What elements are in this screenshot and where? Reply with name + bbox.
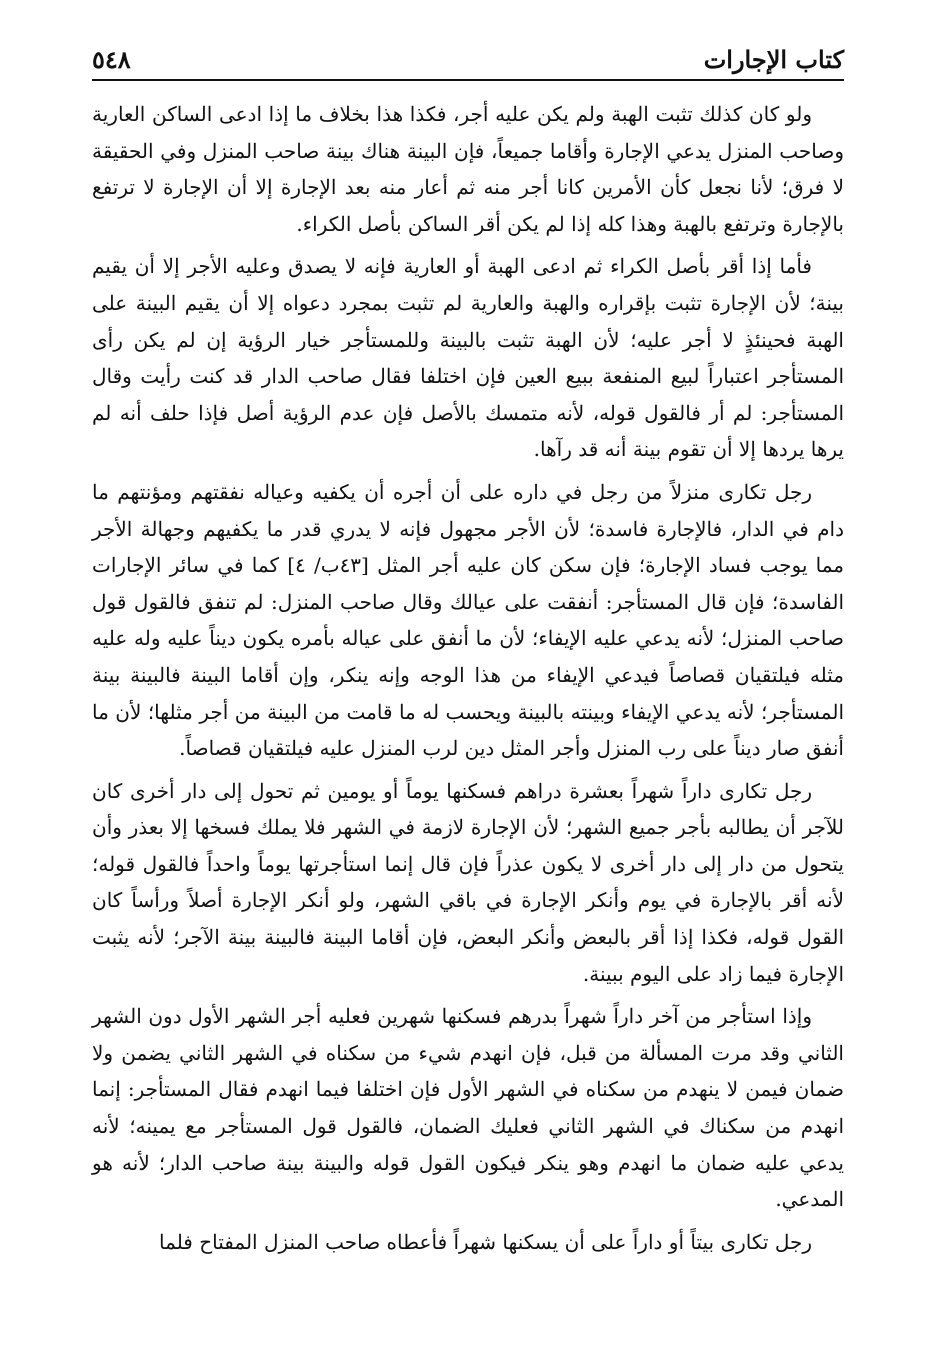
paragraph: رجل تكارى منزلاً من رجل في داره على أن أجره أن يكفيه وعياله نفقتهم ومؤنتهم ما دام في الدار، فالإجارة فاسدة؛ لأن الأجر مجهول فإنه لا يدري قدر ما يكفيهم وجهالة الأجر مما يوجب فساد الإجارة؛ فإن سكن كان عليه أجر المثل [٤٣ب/ ٤] كما في سائر الإجارات الفاسدة؛ فإن قال المستأجر: أنفقت على عيالك وقال صاحب المنزل: لم تنفق فالقول قول صاحب المنزل؛ لأنه يدعي عليه الإيفاء؛ لأن ما أنفق على عياله بأمره يكون ديناً عليه وله عليه مثله فيلتقيان قصاصاً فيدعي الإيفاء من هذا الوجه وإنه ينكر، وإن أقاما البينة فالبينة بينة المستأجر؛ لأنه يدعي الإيفاء وبينته بالبينة ويحسب له ما قامت من البينة من أجر مثلها؛ لأن ما أنفق صار ديناً على رب المنزل وأجر المثل دين لرب المنزل عليه فيلتقيان قصاصاً.: [92, 479, 845, 761]
book-title: كتاب الإجارات: [703, 45, 844, 74]
paragraph: رجل تكارى بيتاً أو داراً على أن يسكنها شهراً فأعطاه صاحب المنزل المفتاح فلما: [159, 1229, 812, 1254]
header-divider: [92, 79, 844, 81]
body-text: [92, 96, 844, 1266]
page-number: ٥٤٨: [92, 45, 131, 74]
paragraph: ولو كان كذلك تثبت الهبة ولم يكن عليه أجر، فكذا هذا بخلاف ما إذا ادعى الساكن العارية وصاحب المنزل يدعي الإجارة وأقاما جميعاً، فإن البينة هناك بينة صاحب المنزل وفي الحقيقة لا فرق؛ لأنا نجعل كأن الأمرين كانا أجر منه ثم أعار منه بعد الإجارة إلا أن الإجارة لا ترتفع بالإجارة وترتفع بالهبة وهذا كله إذا لم يكن أقر الساكن بأصل الكراء.: [92, 102, 844, 236]
running-header: [92, 30, 844, 74]
paragraph: رجل تكارى داراً شهراً بعشرة دراهم فسكنها يوماً أو يومين ثم تحول إلى دار أخرى كان للآجر أن يطالبه بأجر جميع الشهر؛ لأن الإجارة لازمة في الشهر فلا يملك فسخها إلا بعذر وأن يتحول من دار إلى دار أخرى لا يكون عذراً فإن قال إنما استأجرتها يوماً واحداً فالقول قوله؛ لأنه أقر بالإجارة في يوم وأنكر الإجارة في باقي الشهر، ولو أنكر الإجارة أصلاً ورأساً كان القول قوله، فكذا إذا أقر بالبعض وأنكر البعض، فإن أقاما البينة فالبينة بينة الآجر؛ لأنه يثبت الإجارة فيما زاد على اليوم ببينة.: [92, 778, 844, 986]
paragraph: وإذا استأجر من آخر داراً شهراً بدرهم فسكنها شهرين فعليه أجر الشهر الأول دون الشهر الثاني وقد مرت المسألة من قبل، فإن انهدم شيء من سكناه في الشهر الثاني يضمن ولا ضمان فيمن لا ينهدم من سكناه في الشهر الأول فإن اختلفا فيما انهدم فقال المستأجر: إنما انهدم من سكناك في الشهر الثاني فعليك الضمان، فالقول قول المستأجر مع يمينه؛ لأنه يدعي عليه ضمان ما انهدم وهو ينكر فيكون القول قوله والبينة بينة صاحب الدار؛ لأنه هو المدعي.: [92, 1004, 844, 1212]
paragraph: فأما إذا أقر بأصل الكراء ثم ادعى الهبة أو العارية فإنه لا يصدق وعليه الأجر إلا أن يقيم بينة؛ لأن الإجارة تثبت بإقراره والهبة والعارية لم تثبت بمجرد دعواه إلا أن يقيم البينة على الهبة فحينئذٍ لا أجر عليه؛ لأن الهبة تثبت بالبينة وللمستأجر خيار الرؤية إن لم يكن رأى المستأجر اعتباراً لبيع المنفعة ببيع العين فإن اختلفا فقال صاحب الدار قد كنت رأيت وقال المستأجر: لم أر فالقول قوله، لأنه متمسك بالأصل فإن عدم الرؤية أصل فإذا حلف أنه لم يرها يردها إلا أن تقوم بينة أنه قد رآها.: [92, 254, 844, 462]
